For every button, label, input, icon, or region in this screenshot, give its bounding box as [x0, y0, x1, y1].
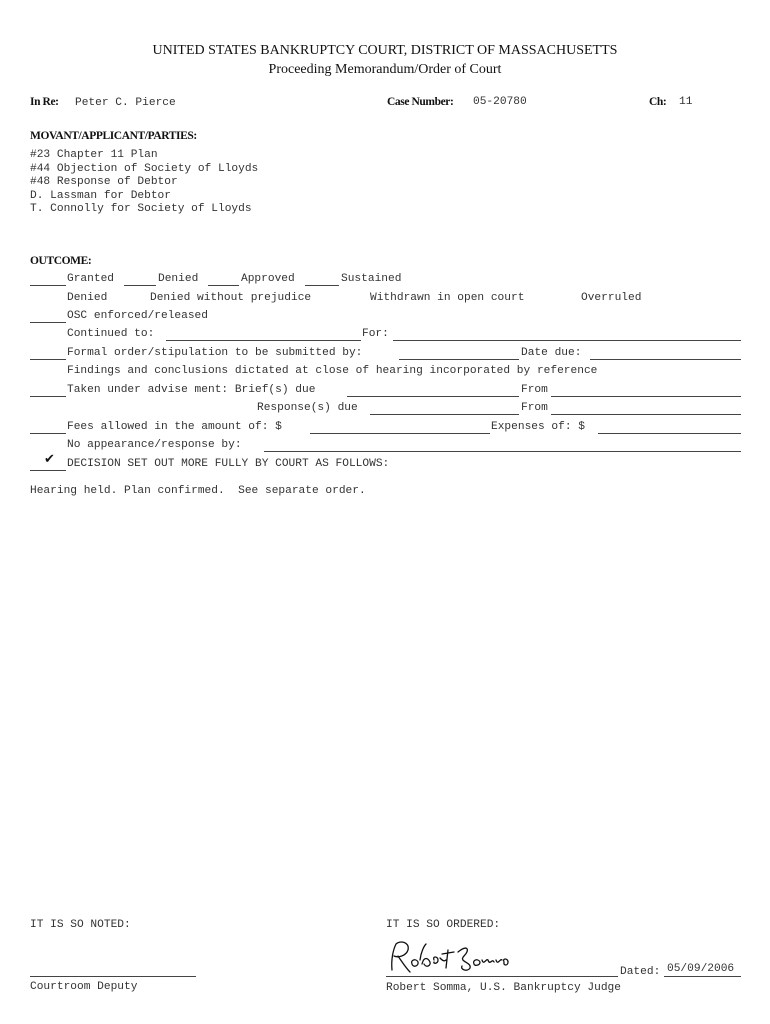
- case-number-label: Case Number:: [387, 96, 454, 108]
- formal-order-field: [399, 359, 519, 360]
- fees-field: [310, 433, 490, 434]
- noted-label: IT IS SO NOTED:: [30, 919, 131, 931]
- blank-line: [124, 285, 156, 286]
- option-sustained: Sustained: [341, 273, 402, 285]
- judge-signature: [386, 938, 511, 978]
- briefs-due-field: [347, 396, 519, 397]
- chapter-value: 11: [679, 96, 693, 108]
- in-re-label: In Re:: [30, 96, 59, 108]
- blank-line: [208, 285, 239, 286]
- expenses-field: [598, 433, 741, 434]
- blank-line: [30, 285, 66, 286]
- findings-text: Findings and conclusions dictated at close of hearing incorporated by reference: [67, 365, 598, 377]
- no-appearance-field: [264, 451, 741, 452]
- chapter-label: Ch:: [649, 96, 667, 108]
- parties-label: MOVANT/APPLICANT/PARTIES:: [30, 130, 197, 142]
- judge-label: Robert Somma, U.S. Bankruptcy Judge: [386, 982, 621, 994]
- party-line: #44 Objection of Society of Lloyds: [30, 163, 259, 175]
- party-line: D. Lassman for Debtor: [30, 190, 171, 202]
- responses-due-label: Response(s) due: [257, 402, 358, 414]
- blank-line: [305, 285, 339, 286]
- decision-text: Hearing held. Plan confirmed. See separate order.: [30, 485, 366, 497]
- blank-line: [30, 470, 66, 471]
- case-number-value: 05-20780: [473, 96, 527, 108]
- court-title: UNITED STATES BANKRUPTCY COURT, DISTRICT OF MASSACHUSETTS: [152, 43, 618, 58]
- blank-line: [30, 433, 66, 434]
- responses-due-field: [370, 414, 519, 415]
- option-overruled: Overruled: [581, 292, 642, 304]
- dated-label: Dated:: [620, 966, 661, 978]
- from-label: From: [521, 384, 548, 396]
- dated-value: 05/09/2006: [667, 963, 735, 975]
- option-withdrawn: Withdrawn in open court: [370, 292, 525, 304]
- continued-to-field: [166, 340, 361, 341]
- expenses-label: Expenses of: $: [491, 421, 585, 433]
- date-due-label: Date due:: [521, 347, 582, 359]
- date-due-field: [590, 359, 741, 360]
- form-subtitle: Proceeding Memorandum/Order of Court: [268, 62, 502, 77]
- blank-line: [30, 359, 66, 360]
- blank-line: [30, 322, 66, 323]
- blank-line: [30, 396, 66, 397]
- party-line: #23 Chapter 11 Plan: [30, 149, 158, 161]
- for-field: [393, 340, 741, 341]
- briefs-from-field: [551, 396, 741, 397]
- option-denied-without-prejudice: Denied without prejudice: [150, 292, 312, 304]
- party-line: #48 Response of Debtor: [30, 176, 178, 188]
- no-appearance-label: No appearance/response by:: [67, 439, 242, 451]
- decision-label: DECISION SET OUT MORE FULLY BY COURT AS FOLLOWS:: [67, 458, 390, 470]
- option-denied: Denied: [158, 273, 199, 285]
- continued-to-label: Continued to:: [67, 328, 155, 340]
- ordered-label: IT IS SO ORDERED:: [386, 919, 501, 931]
- fees-label: Fees allowed in the amount of: $: [67, 421, 282, 433]
- outcome-label: OUTCOME:: [30, 255, 92, 267]
- party-line: T. Connolly for Society of Lloyds: [30, 203, 252, 215]
- from-label-2: From: [521, 402, 548, 414]
- formal-order-label: Formal order/stipulation to be submitted by:: [67, 347, 363, 359]
- taken-under-label: Taken under advise ment: Brief(s) due: [67, 384, 316, 396]
- option-granted: Granted: [67, 273, 114, 285]
- deputy-signature-line: [30, 976, 196, 977]
- for-label: For:: [362, 328, 389, 340]
- option-approved: Approved: [241, 273, 295, 285]
- responses-from-field: [551, 414, 741, 415]
- in-re-value: Peter C. Pierce: [75, 97, 176, 109]
- option-denied-2: Denied: [67, 292, 108, 304]
- check-mark-icon: ✔: [44, 452, 55, 467]
- osc-enforced: OSC enforced/released: [67, 310, 208, 322]
- judge-signature-line: [386, 976, 618, 977]
- dated-line: [664, 976, 741, 977]
- deputy-label: Courtroom Deputy: [30, 981, 138, 993]
